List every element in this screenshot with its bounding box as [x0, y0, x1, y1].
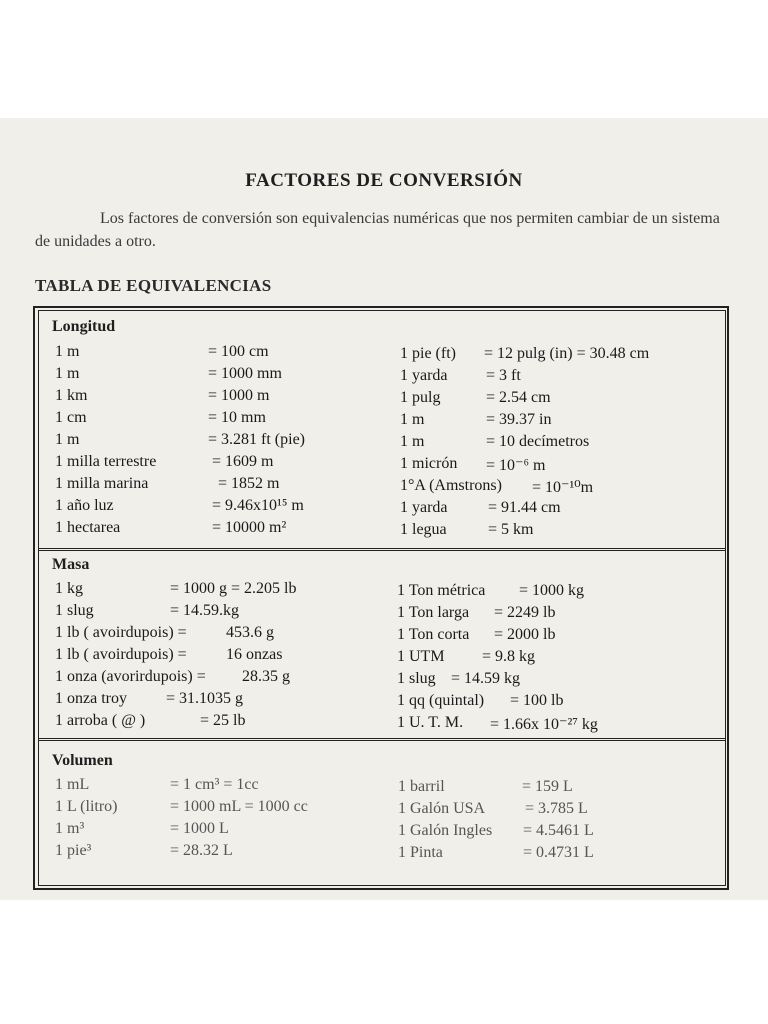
longitud-right-unit: 1 m — [400, 411, 425, 428]
masa-right-value: = 9.8 kg — [482, 648, 536, 665]
longitud-left-value: = 10000 m² — [212, 519, 287, 536]
longitud-right-value: = 2.54 cm — [486, 389, 551, 406]
volumen-left-unit: 1 L (litro) — [55, 798, 118, 815]
masa-left-value: 453.6 g — [226, 624, 274, 641]
volumen-left-value: = 28.32 L — [170, 842, 233, 859]
masa-right-unit: 1 UTM — [397, 648, 445, 665]
masa-left-value: = 1000 g = 2.205 lb — [170, 580, 297, 597]
masa-right-value: = 100 lb — [510, 692, 564, 709]
masa-left-value: = 14.59.kg — [170, 602, 240, 619]
longitud-right-unit: 1 m — [400, 433, 425, 450]
longitud-left-unit: 1 m — [55, 343, 80, 360]
masa-right-unit: 1 U. T. M. — [397, 714, 464, 731]
volumen-right-value: = 4.5461 L — [523, 822, 594, 839]
section-title-volumen: Volumen — [52, 752, 113, 769]
longitud-left-value: = 1000 m — [208, 387, 270, 404]
longitud-right-value: = 3 ft — [486, 367, 521, 384]
masa-right-value: = 2249 lb — [494, 604, 556, 621]
longitud-right-unit: 1 pie (ft) — [400, 345, 456, 362]
masa-right-value: = 2000 lb — [494, 626, 556, 643]
longitud-right-unit: 1 micrón — [400, 455, 458, 472]
masa-left-unit: 1 arroba ( @ ) — [55, 712, 146, 729]
longitud-right-value: = 39.37 in — [486, 411, 552, 428]
longitud-left-unit: 1 km — [55, 387, 88, 404]
masa-left-unit: 1 kg — [55, 580, 83, 597]
longitud-right-value: = 12 pulg (in) = 30.48 cm — [484, 345, 650, 362]
masa-right-value: = 1.66x 10⁻²⁷ kg — [490, 716, 598, 733]
volumen-left-unit: 1 mL — [55, 776, 90, 793]
masa-right-value: = 14.59 kg — [451, 670, 521, 687]
masa-left-unit: 1 lb ( avoirdupois) = — [55, 646, 187, 663]
masa-left-value: 28.35 g — [242, 668, 290, 685]
volumen-right-value: = 159 L — [522, 778, 573, 795]
intro-paragraph: Los factores de conversión son equivalencias numéricas que nos permiten cambiar de un sistema de unidades a otro. — [35, 210, 720, 250]
longitud-right-unit: 1 pulg — [400, 389, 441, 406]
longitud-left-unit: 1 cm — [55, 409, 87, 426]
longitud-left-unit: 1 milla marina — [55, 475, 149, 492]
masa-right-unit: 1 slug — [397, 670, 436, 687]
masa-left-value: = 25 lb — [200, 712, 246, 729]
longitud-left-value: = 100 cm — [208, 343, 269, 360]
masa-left-unit: 1 onza troy — [55, 690, 127, 707]
volumen-right-value: = 3.785 L — [525, 800, 588, 817]
longitud-left-value: = 10 mm — [208, 409, 266, 426]
masa-left-value: = 31.1035 g — [166, 690, 244, 707]
longitud-right-unit: 1°A (Amstrons) — [400, 477, 502, 494]
longitud-left-unit: 1 hectarea — [55, 519, 121, 536]
longitud-left-value: = 1000 mm — [208, 365, 282, 382]
table-inner-border — [38, 310, 726, 886]
longitud-right-value: = 91.44 cm — [488, 499, 561, 516]
volumen-right-unit: 1 Galón USA — [398, 800, 486, 817]
longitud-left-unit: 1 m — [55, 431, 80, 448]
longitud-right-value: = 10 decímetros — [486, 433, 590, 450]
volumen-right-unit: 1 barril — [398, 778, 445, 795]
longitud-right-value: = 10⁻¹⁰m — [532, 479, 594, 496]
longitud-right-value: = 10⁻⁶ m — [486, 457, 546, 474]
table-title: TABLA DE EQUIVALENCIAS — [35, 276, 272, 295]
masa-right-unit: 1 qq (quintal) — [397, 692, 485, 709]
page-title: FACTORES DE CONVERSIÓN — [245, 170, 523, 191]
longitud-right-unit: 1 yarda — [400, 499, 448, 516]
longitud-left-value: = 3.281 ft (pie) — [208, 431, 305, 448]
longitud-left-value: = 1852 m — [218, 475, 280, 492]
section-divider — [38, 738, 726, 741]
masa-left-unit: 1 lb ( avoirdupois) = — [55, 624, 187, 641]
section-title-longitud: Longitud — [52, 318, 116, 335]
masa-right-unit: 1 Ton larga — [397, 604, 470, 621]
masa-right-unit: 1 Ton corta — [397, 626, 470, 643]
longitud-left-unit: 1 milla terrestre — [55, 453, 157, 470]
longitud-right-unit: 1 legua — [400, 521, 447, 538]
section-title-masa: Masa — [52, 556, 90, 573]
longitud-left-value: = 9.46x10¹⁵ m — [212, 497, 304, 514]
volumen-right-value: = 0.4731 L — [523, 844, 594, 861]
volumen-right-unit: 1 Pinta — [398, 844, 443, 861]
volumen-left-value: = 1 cm³ = 1cc — [170, 776, 259, 793]
masa-right-unit: 1 Ton métrica — [397, 582, 486, 599]
volumen-left-value: = 1000 L — [170, 820, 229, 837]
volumen-right-unit: 1 Galón Ingles — [398, 822, 493, 839]
longitud-left-unit: 1 m — [55, 365, 80, 382]
longitud-left-value: = 1609 m — [212, 453, 274, 470]
masa-left-unit: 1 slug — [55, 602, 94, 619]
section-divider — [38, 548, 726, 551]
longitud-right-value: = 5 km — [488, 521, 534, 538]
masa-left-unit: 1 onza (avorirdupois) = — [55, 668, 206, 685]
volumen-left-unit: 1 m³ — [55, 820, 85, 837]
volumen-left-unit: 1 pie³ — [55, 842, 92, 859]
masa-right-value: = 1000 kg — [519, 582, 585, 599]
masa-left-value: 16 onzas — [226, 646, 283, 663]
longitud-right-unit: 1 yarda — [400, 367, 448, 384]
longitud-left-unit: 1 año luz — [55, 497, 114, 514]
volumen-left-value: = 1000 mL = 1000 cc — [170, 798, 308, 815]
